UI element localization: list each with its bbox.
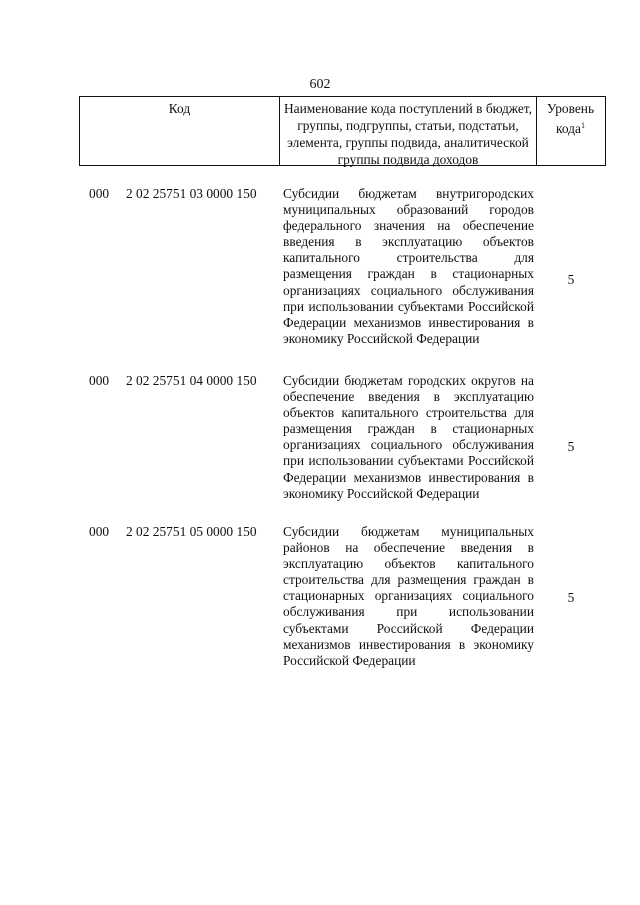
page-number: 602: [309, 77, 331, 92]
row-level: 5: [567, 590, 575, 605]
header-level-cell: [537, 97, 604, 165]
row-level: 5: [567, 439, 575, 454]
row-level: 5: [567, 272, 575, 287]
row-name: Субсидии бюджетам городских округов на обеспечение введения в эксплуатацию объектов капитального строительства для размещения граждан в стационарных организациях социального обслуживания при использовании субъектами Российской Федерации механизмов инвестирования в экономику Российской Федерации: [283, 373, 534, 501]
header-name-cell: [280, 97, 537, 165]
table-header: [79, 96, 606, 166]
row-code: 2 02 25751 05 0000 150: [126, 524, 257, 539]
header-code-cell: [80, 97, 280, 165]
row-name: Субсидии бюджетам внутригородских муниципальных образований городов федерального значения на обеспечение введения в эксплуатацию объектов капитального строительства для размещения граждан в стационарных организациях социального обслуживания при использовании субъектами Российской Федерации механизмов инвестирования в экономику Российской Федерации: [283, 186, 534, 346]
row-admin-code: 000: [89, 524, 110, 539]
row-name: Субсидии бюджетам муниципальных районов на обеспечение введения в эксплуатацию объектов капитального строительства для размещения граждан в стационарных организациях социального обслуживания при использовании субъектами Российской Федерации механизмов инвестирования в экономику Российской Федерации: [283, 524, 534, 668]
row-code: 2 02 25751 04 0000 150: [126, 373, 257, 388]
row-admin-code: 000: [89, 373, 110, 388]
row-admin-code: 000: [89, 186, 110, 201]
header-level-footnote: 1: [580, 121, 585, 130]
row-code: 2 02 25751 03 0000 150: [126, 186, 257, 201]
header-name-label: Наименование кода поступлений в бюджет, группы, подгруппы, статьи, подстатьи, элемента, группы подвида, аналитической группы подвида доходов: [284, 101, 532, 167]
header-code-label: Код: [168, 101, 191, 116]
header-level-label: Уровень кода: [546, 101, 595, 136]
